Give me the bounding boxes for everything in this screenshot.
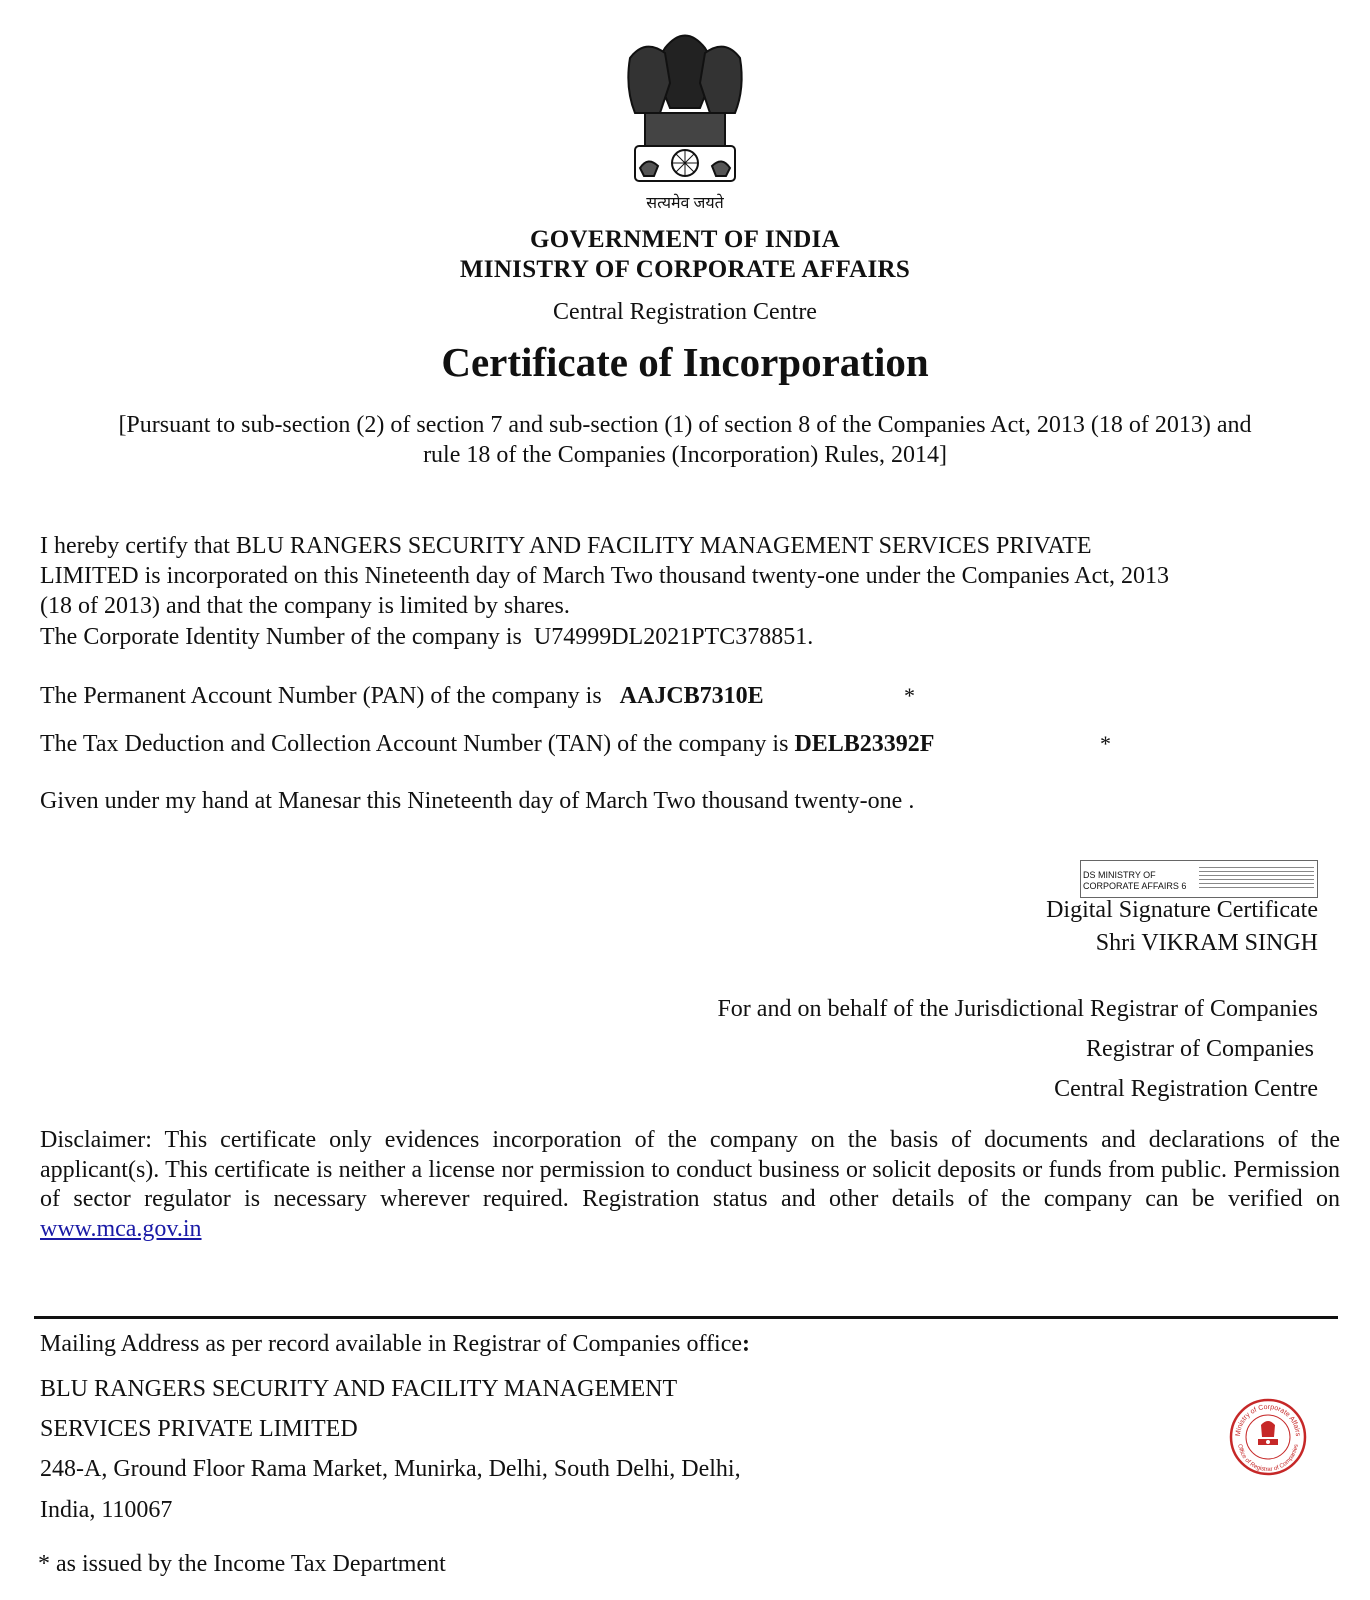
cin-line (40, 622, 1340, 652)
address-line-3: 248-A, Ground Floor Rama Market, Munirka, Delhi, South Delhi, Delhi, (40, 1456, 741, 1482)
pursuant-line-1: [Pursuant to sub-section (2) of section 7 and sub-section (1) of section 8 of the Companies Act, 2013 (18 of 2013) and (118, 412, 1252, 438)
disclaimer (40, 1126, 1340, 1244)
pan-label: The Permanent Account Number (PAN) of the company is (40, 683, 602, 709)
given-statement: Given under my hand at Manesar this Nineteenth day of March Two thousand twenty-one . (40, 788, 915, 814)
certify-line-2: LIMITED is incorporated on this Nineteenth day of March Two thousand twenty-one under the Companies Act, 2013 (40, 563, 1169, 589)
tan-label: The Tax Deduction and Collection Account Number (TAN) of the company is (40, 731, 789, 757)
national-emblem-icon (620, 18, 750, 216)
signatory-name: Shri VIKRAM SINGH (1095, 930, 1318, 956)
tan-value: DELB23392F (794, 731, 935, 757)
signature-stamp-details (1199, 864, 1314, 891)
pursuant-note (0, 410, 1370, 470)
stamp-line-1: DS MINISTRY OF (1083, 870, 1156, 880)
mailing-heading-text: Mailing Address as per record available in Registrar of Companies office (40, 1331, 743, 1357)
address-line-4: India, 110067 (40, 1497, 173, 1523)
pan-line (40, 681, 1340, 711)
mca-website-link[interactable]: www.mca.gov.in (40, 1215, 202, 1242)
cin-label: The Corporate Identity Number of the company is (40, 624, 522, 650)
mca-seal-icon (1228, 1397, 1308, 1477)
signature-certificate-label: Digital Signature Certificate (1046, 897, 1318, 923)
svg-text:Office of Registrar of Compani (1236, 1444, 1300, 1473)
section-divider (34, 1316, 1338, 1319)
mailing-heading-colon: : (742, 1331, 751, 1357)
pan-value: AAJCB7310E (619, 683, 764, 709)
pan-asterisk: * (904, 683, 915, 708)
digital-signature-stamp (1080, 860, 1318, 898)
registrar-title: Registrar of Companies (1086, 1036, 1314, 1062)
seal-text-top: Ministry of Corporate Affairs (1234, 1403, 1302, 1437)
cin-value: U74999DL2021PTC378851. (533, 624, 814, 650)
footnote (38, 1551, 446, 1578)
address-line-1: BLU RANGERS SECURITY AND FACILITY MANAGEMENT (40, 1376, 678, 1402)
national-motto: सत्यमेव जयते (646, 195, 724, 212)
certification-statement (40, 531, 1340, 621)
footnote-text: as issued by the Income Tax Department (50, 1551, 446, 1577)
signature-stamp-label (1083, 870, 1193, 892)
centre-heading: Central Registration Centre (553, 299, 817, 325)
certify-line-1: I hereby certify that BLU RANGERS SECURITY AND FACILITY MANAGEMENT SERVICES PRIVATE (40, 533, 1092, 559)
stamp-line-2: CORPORATE AFFAIRS 6 (1083, 881, 1187, 891)
government-heading: GOVERNMENT OF INDIA (530, 226, 840, 253)
tan-asterisk: * (1100, 731, 1111, 756)
registrar-centre: Central Registration Centre (1054, 1076, 1318, 1102)
footnote-asterisk: * (38, 1551, 50, 1577)
on-behalf-text: For and on behalf of the Jurisdictional Registrar of Companies (717, 996, 1318, 1022)
tan-line (40, 729, 1340, 759)
certify-line-3: (18 of 2013) and that the company is limited by shares. (40, 593, 570, 619)
seal-text-bottom: Office of Registrar of Companies (1236, 1443, 1300, 1474)
pursuant-line-2: rule 18 of the Companies (Incorporation) Rules, 2014] (423, 442, 947, 468)
disclaimer-text: Disclaimer: This certificate only evidences incorporation of the company on the basis of documents and declarations of the applicant(s). This certificate is neither a license nor permission to conduct business or solicit deposits or funds from public. Permission of sector regulator is necessary wherever required. Registration status and other details of the company can be verified on (40, 1127, 1340, 1212)
mailing-heading (40, 1331, 750, 1358)
address-line-2: SERVICES PRIVATE LIMITED (40, 1416, 358, 1442)
page-title: Certificate of Incorporation (441, 339, 929, 385)
ministry-heading: MINISTRY OF CORPORATE AFFAIRS (459, 256, 911, 283)
